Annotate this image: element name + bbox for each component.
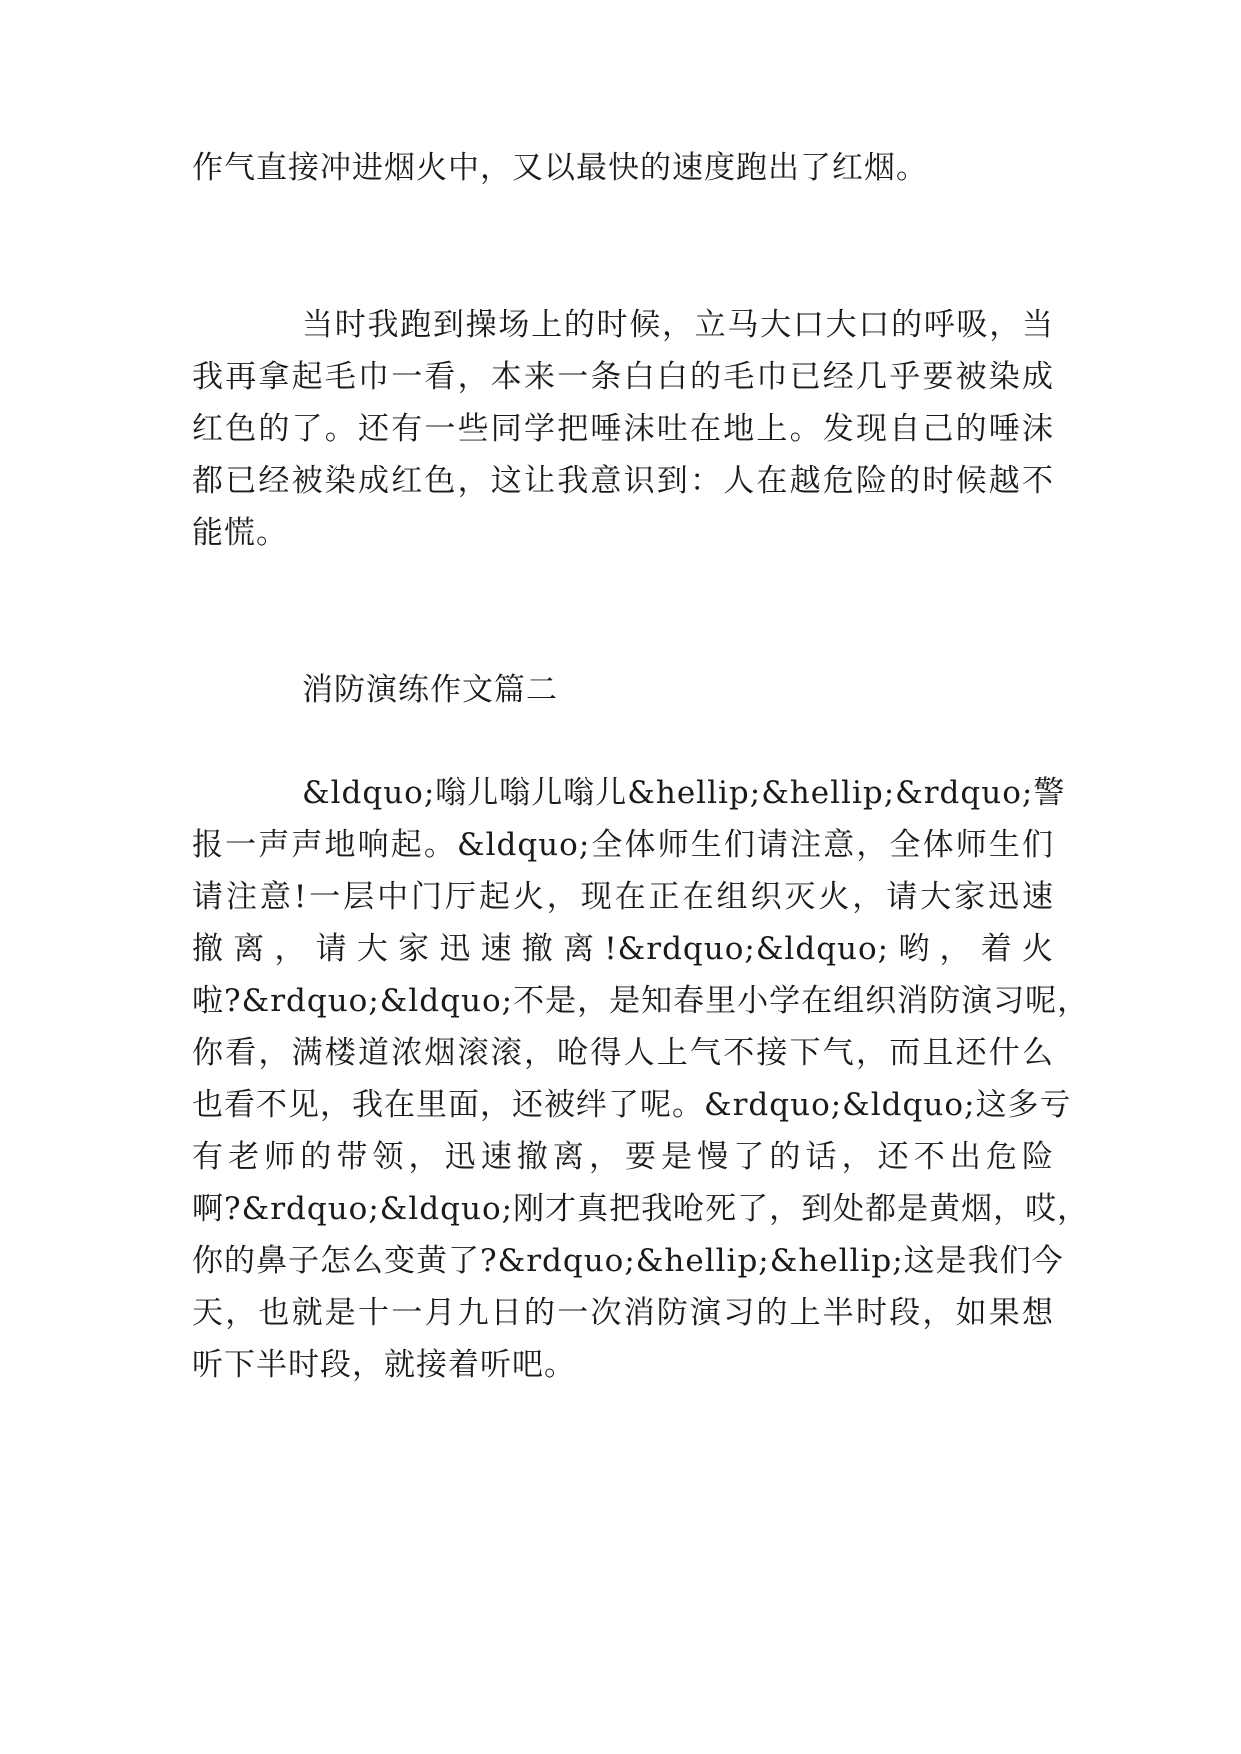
paragraph-1-line-1: 作气直接冲进烟火中，又以最快的速度跑出了红烟。 (192, 150, 928, 186)
paragraph-3-line-10: 你的鼻子怎么变黄了?&rdquo;&hellip;&hellip;这是我们今 (192, 1243, 1064, 1279)
paragraph-2-line-3: 红色的了。还有一些同学把唾沫吐在地上。发现自己的唾沫 (192, 411, 1054, 447)
paragraph-3-line-8: 有老师的带领，迅速撤离，要是慢了的话，还不出危险 (192, 1139, 1054, 1175)
paragraph-3-line-2: 报一声声地响起。&ldquo;全体师生们请注意，全体师生们 (192, 827, 1054, 863)
paragraph-3-line-9: 啊?&rdquo;&ldquo;刚才真把我呛死了，到处都是黄烟，哎， (192, 1191, 1090, 1227)
paragraph-3-line-11: 天，也就是十一月九日的一次消防演习的上半时段，如果想 (192, 1295, 1054, 1331)
paragraph-2-line-4: 都已经被染成红色，这让我意识到：人在越危险的时候越不 (192, 463, 1054, 499)
paragraph-3-line-1: &ldquo;嗡儿嗡儿嗡儿&hellip;&hellip;&rdquo;警 (302, 775, 1066, 811)
paragraph-2-line-5: 能慌。 (192, 515, 288, 551)
paragraph-3-line-5: 啦?&rdquo;&ldquo;不是，是知春里小学在组织消防演习呢， (192, 983, 1090, 1019)
paragraph-3-line-7: 也看不见，我在里面，还被绊了呢。&rdquo;&ldquo;这多亏 (192, 1087, 1072, 1123)
paragraph-3-line-4: 撤离，请大家迅速撤离!&rdquo;&ldquo;哟，着火 (192, 931, 1054, 967)
paragraph-2-line-1: 当时我跑到操场上的时候，立马大口大口的呼吸，当 (302, 307, 1054, 343)
paragraph-2-line-2: 我再拿起毛巾一看，本来一条白白的毛巾已经几乎要被染成 (192, 359, 1054, 395)
section-heading: 消防演练作文篇二 (302, 672, 558, 708)
paragraph-3-line-12: 听下半时段，就接着听吧。 (192, 1347, 576, 1383)
paragraph-3-line-6: 你看，满楼道浓烟滚滚，呛得人上气不接下气，而且还什么 (192, 1035, 1054, 1071)
paragraph-3-line-3: 请注意!一层中门厅起火，现在正在组织灭火，请大家迅速 (192, 879, 1054, 915)
